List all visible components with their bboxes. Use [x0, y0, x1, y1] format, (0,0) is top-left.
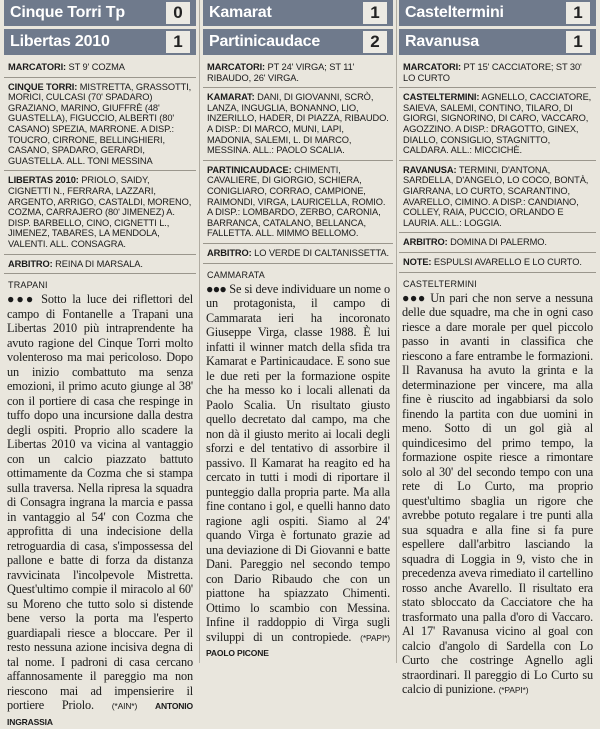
away-lineup-box — [399, 161, 596, 234]
away-team-row — [4, 29, 196, 55]
referee-label: ARBITRO: — [207, 247, 252, 258]
article-city: CASTELTERMINI — [403, 278, 477, 289]
home-lineup-label: KAMARAT: — [207, 92, 255, 103]
away-lineup-text: PRIOLO, SAIDY, CIGNETTI N., FERRARA, LAZZARI, ARGENTO, ARRIGO, CASTALDI, MORENO, COZMA, CARRAJERO (80' JIMENEZ) A. DISP. BARBELLO, CINO, CIGNETTI L., JIMENEZ, TABARES, LA MENDOLA, VALENTI. ALL. CONSAGRA. — [8, 175, 192, 249]
article-text: Se si deve individuare un nome o un protagonista, il campo di Cammarata ieri ha incoronato Giuseppe Virga, classe 1988. È lui infatti il winner match della sfida tra Kamarat e Partinicaudace. E sono sue le due reti per la formazione ospite che ha messo ko i locali allenati da Paolo Scalia. Un risultato giusto quello decretato dal campo, ma che non dà il giusto merito ai locali degli sforzi e del tentativo di assorbire il passivo. Il Kamarat ha reagito ed ha cercato in tutti i modi di riportare il punteggio dalla propria parte. Ma alla fine contano i gol, e quelli hanno dato ragione agli ospiti. Siamo al 24' quando Virga è fortunato grazie ad una deviazione di Di Giovanni e batte Dani. Pareggio nel secondo tempo con Dario Ribaudo che con un piattone ha spiazzato Chimenti. Ottimo lo scambio con Messina. Infine il raddoppio di Virga sugli sviluppi di un contropiede. — [206, 281, 390, 644]
referee-label: ARBITRO: — [8, 258, 53, 269]
scorers-box — [203, 58, 393, 88]
away-lineup-box — [203, 161, 393, 244]
article-text: Un pari che non serve a nessuna delle due squadre, ma che in ogni caso riesce a dare morale per quel piccolo passo in avanti in classifica che riescono a fare entrambe le formazioni. Il Ravanusa ha avuto la grinta e la determinazione per vincere, ma alla fine è riuscito ad ingabbiarsi da solo finendo la partita con due uomini in meno. Sotto di un gol già al quindicesimo del primo tempo, la formazione ospite riesce a rimontare solo al 30' del secondo tempo con una rete di Lo Curto, ma proprio quest'ultimo sbaglia un rigore che avrebbe potuto regalare i tre punti alla sua squadra e alla fine si fa pure espellere dall'arbitro lasciando la squadra di Loggia in 9, visto che in precedenza aveva rimediato il cartellino rosso anche Avarello. Il risultato era stato sbloccato da Cacciatore che ha trasformato una palla d'oro di Vaccaro. Al 17' Ravanusa vicino al goal con calcio d'angolo di Sardella con Lo Curto che costringe Agnello agli straordinari. Il pareggio di Lo Curto su calcio di punizione. — [402, 290, 593, 696]
article-city: TRAPANI — [8, 280, 48, 291]
home-team-name: Cinque Torri Tp — [10, 4, 125, 21]
notes-label: NOTE: — [403, 256, 432, 267]
signature-nick: (*PAPI*) — [498, 685, 529, 695]
home-team-name: Kamarat — [209, 4, 272, 21]
referee-text: REINA DI MARSALA. — [55, 258, 143, 269]
home-lineup-label: CASTELTERMINI: — [403, 92, 480, 103]
scorers-box — [4, 58, 196, 78]
match-column-3 — [399, 0, 596, 696]
away-lineup-box — [4, 171, 196, 254]
away-team-name: Libertas 2010 — [10, 33, 110, 50]
away-team-name: Partinicaudace — [209, 33, 321, 50]
home-team-score: 1 — [566, 2, 590, 24]
scorers-box — [399, 58, 596, 88]
referee-box — [203, 244, 393, 264]
away-lineup-text: TERMINI, D'ANTONA, SARDELLA, D'ANGELO, LO COCO, BONTÀ, GIARRANA, LO CURTO, SCARANTINO, AVARELLO, CIMINO. A DISP.: CANDIANO, COLLEY, RAIA, PUCCIO, ORLANDO E LAURIA. ALL.: LOGGIA. — [403, 164, 589, 228]
signature-nick: (*AIN*) — [111, 701, 138, 712]
home-lineup-box — [4, 78, 196, 172]
referee-box — [399, 233, 596, 253]
home-lineup-text: AGNELLO, CACCIATORE, SAIEVA, SALEMI, CONTINO, TILARO, DI GIORGI, SIGNORINO, DI CARO, VACCARO, AGOZZINO. A DISP.: DRAGOTTO, GINEX, DIALLO, CONSIGLIO, STAGNITTO, CALDARA. ALL.: MICCICHÈ. — [403, 92, 592, 156]
referee-label: ARBITRO: — [403, 237, 448, 248]
away-team-score: 2 — [363, 31, 387, 53]
article-text: Sotto la luce dei riflettori del campo di Fontanelle a Trapani una Libertas 2010 più intraprendente ha avuto ragione del Cinque Torri molto volenteroso ma mai pericoloso. Dopo un inizio combattuto ma senza emozioni, il primo acuto giunge al 38' con il portiere di casa che respinge in tuffo dopo una incursione dalla destra degli ospiti. Proprio allo scadere la Libertas 2010 va vicina al vantaggio con un calcio piazzato battuto ottimamente da Cozma che si stampa sulla traversa. Nella ripresa la squadra di Consagra ingrana la marcia e passa in vantaggio al 54' con Cozma che approfitta di una indecisione della retroguardia di casa, s'impossessa del pallone e batte di forza da distanza ravvicinata l'incolpevole Mistretta. Quest'ultimo compie il miracolo al 60' su Moreno che tutto solo si distende bene verso la porta ma l'esperto guardiapali riesce a bloccare. Per il resto nessuna azione incisiva degna di tal nome. I padroni di casa cercano affannosamente il pareggio ma non riescono mai ad impensierire il portiere Priolo. — [7, 292, 193, 713]
referee-box — [4, 255, 196, 275]
scorers-label: MARCATORI: — [403, 62, 462, 72]
column-divider — [199, 0, 200, 663]
article-city: CAMMARATA — [207, 269, 265, 280]
referee-text: LO VERDE DI CALTANISSETTA. — [254, 247, 389, 258]
home-lineup-text: DANI, DI GIOVANNI, SCRÒ, LANZA, INGUGLIA, BONANNO, LIO, INZERILLO, HADER, DI PIAZZA, RIBAUDO. A DISP.: DI MARCO, MUNI, LAPI, MADONIA, SALEMI, L. DI MARCO, MESSINA. ALL.: PAOLO SCALIA. — [207, 92, 389, 156]
away-team-score: 1 — [166, 31, 190, 53]
match-column-1 — [4, 0, 196, 727]
home-lineup-label: CINQUE TORRI: — [8, 81, 78, 92]
article-body — [399, 291, 596, 698]
match-column-2 — [203, 0, 393, 663]
signature-name: PAOLO PICONE — [206, 648, 269, 658]
home-lineup-text: MISTRETTA, GRASSOTTI, MORICI, CULCASI (70' SPADARO) GRAZIANO, MARINO, GIUFFRÈ (48' GUASTELLA), FIGUCCIO, ALBERTI (80' CASANO) SPEZIA, MARRONE. A DISP.: TOUCRO, CIRRONE, BELLINGHIERI, CASANO, SPADARO, GERARDI, GUASTELLA. ALL. TONI MESSINA — [8, 81, 192, 166]
scorers-text: ST 9' COZMA — [68, 62, 125, 72]
signature-name: ANTONIO INGRASSIA — [7, 701, 193, 727]
away-team-row — [399, 29, 596, 55]
away-team-name: Ravanusa — [405, 33, 479, 50]
bullet-icon: ●●● — [402, 290, 426, 305]
away-team-score: 1 — [566, 31, 590, 53]
away-lineup-label: RAVANUSA: — [403, 164, 457, 175]
scorers-label: MARCATORI: — [207, 62, 266, 72]
away-lineup-text: CHIMENTI, CAVALIERE, DI GIORGIO, SCHIERA, CONIGLIARO, CORRAO, CAMPIONE, RAIMONDI, VIRGA, LAURICELLA, ROMIO. A DISP.: LOMBARDO, ZERBO, CARONIA, BARRANCA, CATALANO, BELLANCA, FALLETTA. ALL. MIMMO BELLOMO. — [207, 164, 386, 239]
scorers-text: PT 24' VIRGA; ST 11' RIBAUDO, 26' VIRGA. — [207, 62, 355, 83]
home-team-score: 1 — [363, 2, 387, 24]
home-team-row — [4, 0, 196, 26]
away-team-row — [203, 29, 393, 55]
notes-text: ESPULSI AVARELLO E LO CURTO. — [433, 256, 582, 267]
column-divider — [396, 0, 397, 663]
away-lineup-label: LIBERTAS 2010: — [8, 175, 79, 186]
referee-text: DOMINA DI PALERMO. — [450, 237, 547, 248]
notes-box — [399, 253, 596, 273]
home-lineup-box — [399, 88, 596, 161]
home-lineup-box — [203, 88, 393, 161]
home-team-score: 0 — [166, 2, 190, 24]
signature-nick: (*PAPI*) — [360, 632, 390, 643]
scorers-label: MARCATORI: — [8, 62, 67, 72]
home-team-name: Casteltermini — [405, 4, 504, 21]
article-body — [203, 282, 393, 661]
article-body — [4, 292, 196, 729]
home-team-row — [203, 0, 393, 26]
home-team-row — [399, 0, 596, 26]
away-lineup-label: PARTINICAUDACE: — [207, 164, 292, 175]
bullet-icon: ●●● — [7, 292, 36, 307]
bullet-icon: ●●● — [206, 281, 227, 296]
scorers-text: PT 15' CACCIATORE; ST 30' LO CURTO — [403, 62, 582, 83]
